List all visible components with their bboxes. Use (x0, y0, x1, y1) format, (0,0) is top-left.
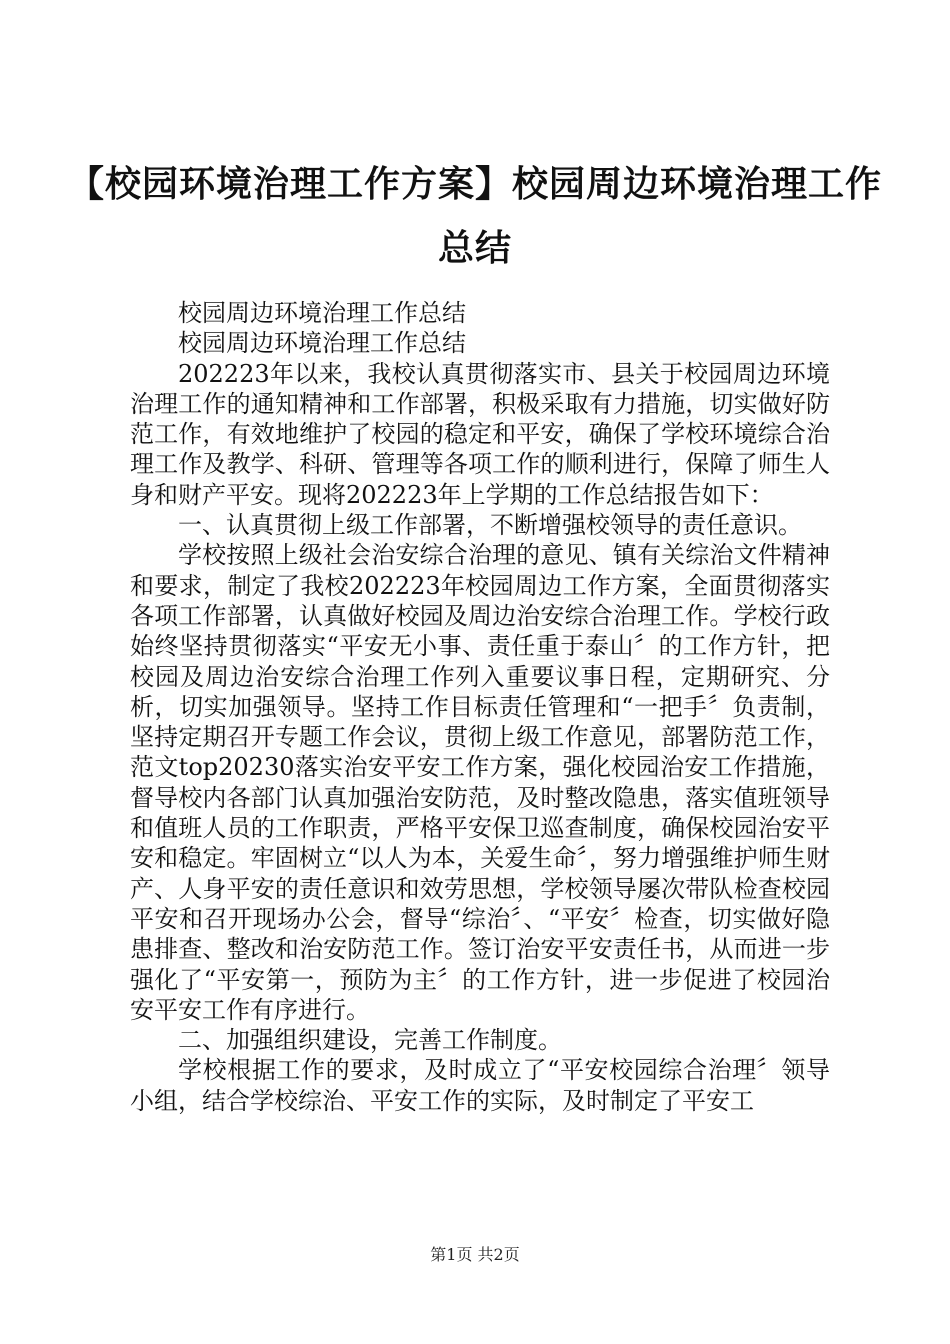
paragraph-intro: 202223年以来，我校认真贯彻落实市、县关于校园周边环境治理工作的通知精神和工作部署，积极采取有力措施，切实做好防范工作，有效地维护了校园的稳定和平安，确保了学校环境综合治理工作及教学、科研、管理等各项工作的顺利进行，保障了师生人身和财产平安。现将202223年上学期的工作总结报告如下： (130, 359, 830, 509)
document-body (130, 298, 830, 1116)
paragraph-section-2: 学校根据工作的要求，及时成立了“平安校园综合治理〞领导小组，结合学校综治、平安工作的实际，及时制定了平安工 (130, 1056, 830, 1115)
paragraph-section-1: 学校按照上级社会治安综合治理的意见、镇有关综治文件精神和要求，制定了我校202223年校园周边工作方案，全面贯彻落实各项工作部署，认真做好校园及周边治安综合治理工作。学校行政始终坚持贯彻落实“平安无小事、责任重于泰山〞的工作方针，把校园及周边治安综合治理工作列入重要议事日程，定期研究、分析，切实加强领导。坚持工作目标责任管理和“一把手〞负责制，坚持定期召开专题工作会议，贯彻上级工作意见，部署防范工作，范文top20230落实治安平安工作方案，强化校园治安工作措施，督导校内各部门认真加强治安防范，及时整改隐患，落实值班领导和值班人员的工作职责，严格平安保卫巡查制度，确保校园治安平安和稳定。牢固树立“以人为本，关爱生命〞，努力增强维护师生财产、人身平安的责任意识和效劳思想，学校领导屡次带队检查校园平安和召开现场办公会，督导“综治〞、“平安〞检查，切实做好隐患排查、整改和治安防范工作。签订治安平安责任书，从而进一步强化了“平安第一，预防为主〞的工作方针，进一步促进了校园治安平安工作有序进行。 (130, 541, 830, 1024)
paragraph-subtitle-1: 校园周边环境治理工作总结 (178, 299, 466, 327)
page-footer: 第1页 共2页 (430, 1245, 520, 1264)
document-title: 【校园环境治理工作方案】校园周边环境治理工作总结 (67, 163, 882, 269)
section-heading-2: 二、加强组织建设，完善工作制度。 (178, 1026, 562, 1055)
paragraph-subtitle-2: 校园周边环境治理工作总结 (178, 329, 466, 358)
section-heading-1: 一、认真贯彻上级工作部署，不断增强校领导的责任意识。 (178, 511, 802, 540)
